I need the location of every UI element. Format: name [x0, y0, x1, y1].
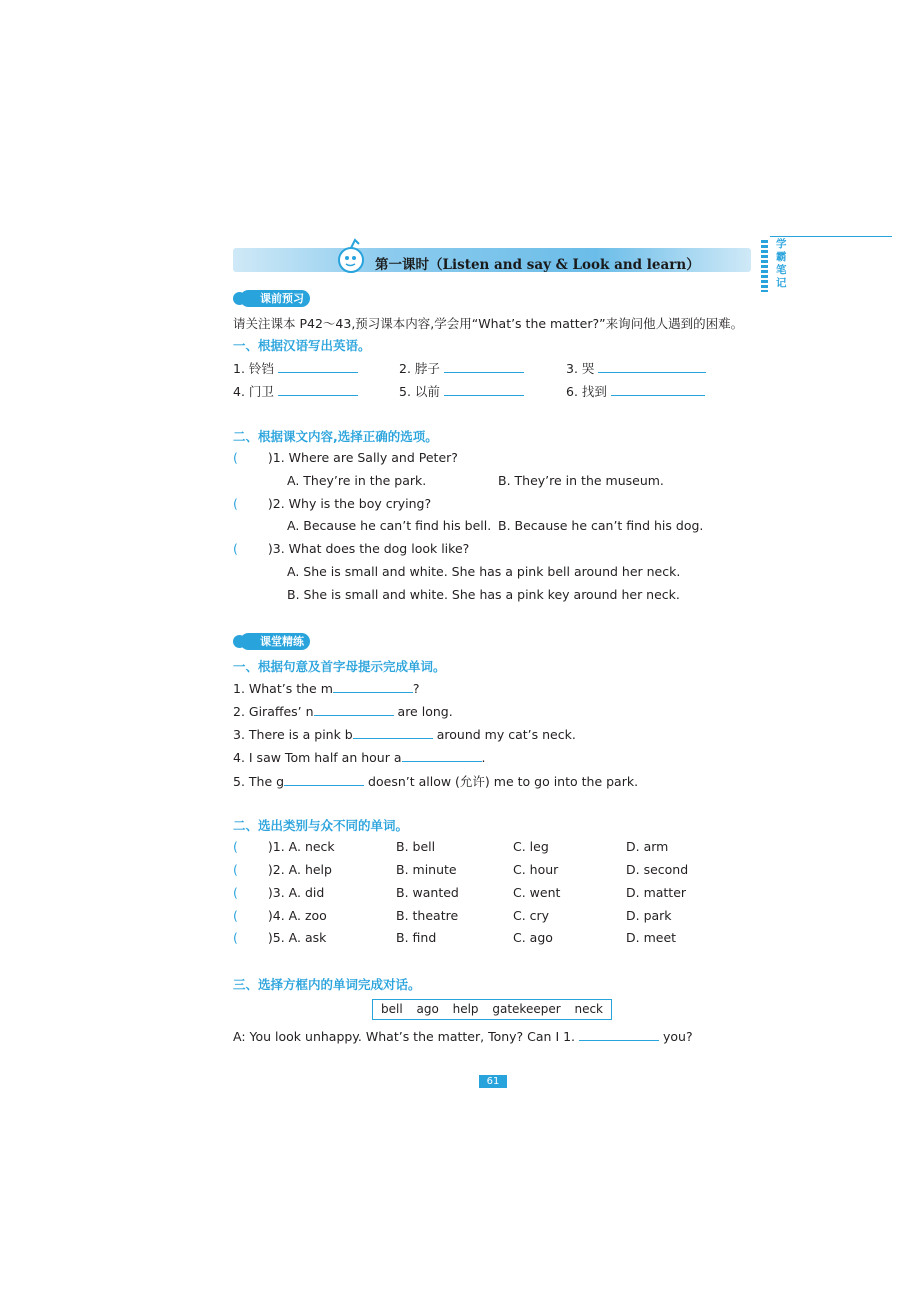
option-b: B. She is small and white. She has a pink key around her neck. [287, 587, 680, 602]
practice-part1-heading: 一、根据句意及首字母提示完成单词。 [233, 659, 446, 674]
practice-part3-heading: 三、选择方框内的单词完成对话。 [233, 977, 421, 992]
option-b: B. They’re in the museum. [498, 473, 664, 488]
vocab-item: 6. 找到 [566, 382, 705, 400]
choice-c: C. ago [513, 930, 553, 945]
choice-b: B. bell [396, 839, 436, 854]
choice-row: ( )4. A. zoo [233, 908, 327, 923]
vocab-item: 1. 铃铛 [233, 359, 358, 377]
fill-item: 2. Giraffes’ n are long. [233, 704, 453, 719]
choice-b: B. wanted [396, 885, 459, 900]
preview-intro: 请关注课本 P42～43,预习课本内容,学会用“What’s the matter?”来询问他人遇到的困难。 [233, 316, 744, 331]
choice-b: B. theatre [396, 908, 459, 923]
choice-d: D. park [626, 908, 672, 923]
choice-b: B. find [396, 930, 437, 945]
practice-part2-heading: 二、选出类别与众不同的单词。 [233, 818, 409, 833]
choice-d: D. meet [626, 930, 677, 945]
vocab-item: 2. 脖子 [399, 359, 524, 377]
choice-c: C. hour [513, 862, 559, 877]
question: ( )2. Why is the boy crying? [233, 496, 432, 511]
vocab-item: 3. 哭 [566, 359, 706, 377]
choice-c: C. cry [513, 908, 550, 923]
pencil-icon [761, 236, 777, 296]
page-number: 61 [479, 1075, 507, 1088]
practice-badge: 课堂精练 [240, 633, 310, 650]
question: ( )3. What does the dog look like? [233, 541, 470, 556]
choice-d: D. arm [626, 839, 669, 854]
fill-item: 1. What’s the m ? [233, 681, 420, 696]
choice-row: ( )5. A. ask [233, 930, 327, 945]
choice-c: C. went [513, 885, 561, 900]
choice-row: ( )2. A. help [233, 862, 332, 877]
lesson-title: 第一课时（Listen and say & Look and learn） [375, 257, 700, 273]
option-a: A. Because he can’t find his bell. [287, 518, 492, 533]
dialog-line: A: You look unhappy. What’s the matter, Tony? Can I 1. you? [233, 1029, 693, 1044]
option-a: A. They’re in the park. [287, 473, 427, 488]
vocab-item: 5. 以前 [399, 382, 524, 400]
side-label: 学霸笔记 [776, 238, 787, 289]
fill-item: 5. The g doesn’t allow (允许) me to go into the park. [233, 774, 639, 789]
vocab-item: 4. 门卫 [233, 382, 358, 400]
choice-d: D. matter [626, 885, 687, 900]
option-a: A. She is small and white. She has a pink bell around her neck. [287, 564, 681, 579]
choice-row: ( )1. A. neck [233, 839, 335, 854]
preview-part2-heading: 二、根据课文内容,选择正确的选项。 [233, 429, 438, 444]
option-b: B. Because he can’t find his dog. [498, 518, 704, 533]
preview-badge: 课前预习 [240, 290, 310, 307]
choice-b: B. minute [396, 862, 457, 877]
choice-c: C. leg [513, 839, 549, 854]
question: ( )1. Where are Sally and Peter? [233, 450, 458, 465]
mascot-icon [333, 238, 373, 274]
preview-part1-heading: 一、根据汉语写出英语。 [233, 338, 371, 353]
top-rule [770, 236, 892, 237]
fill-item: 4. I saw Tom half an hour a . [233, 750, 486, 765]
choice-d: D. second [626, 862, 689, 877]
word-box: bell ago help gatekeeper neck [372, 999, 612, 1020]
fill-item: 3. There is a pink b around my cat’s neck. [233, 727, 576, 742]
choice-row: ( )3. A. did [233, 885, 325, 900]
